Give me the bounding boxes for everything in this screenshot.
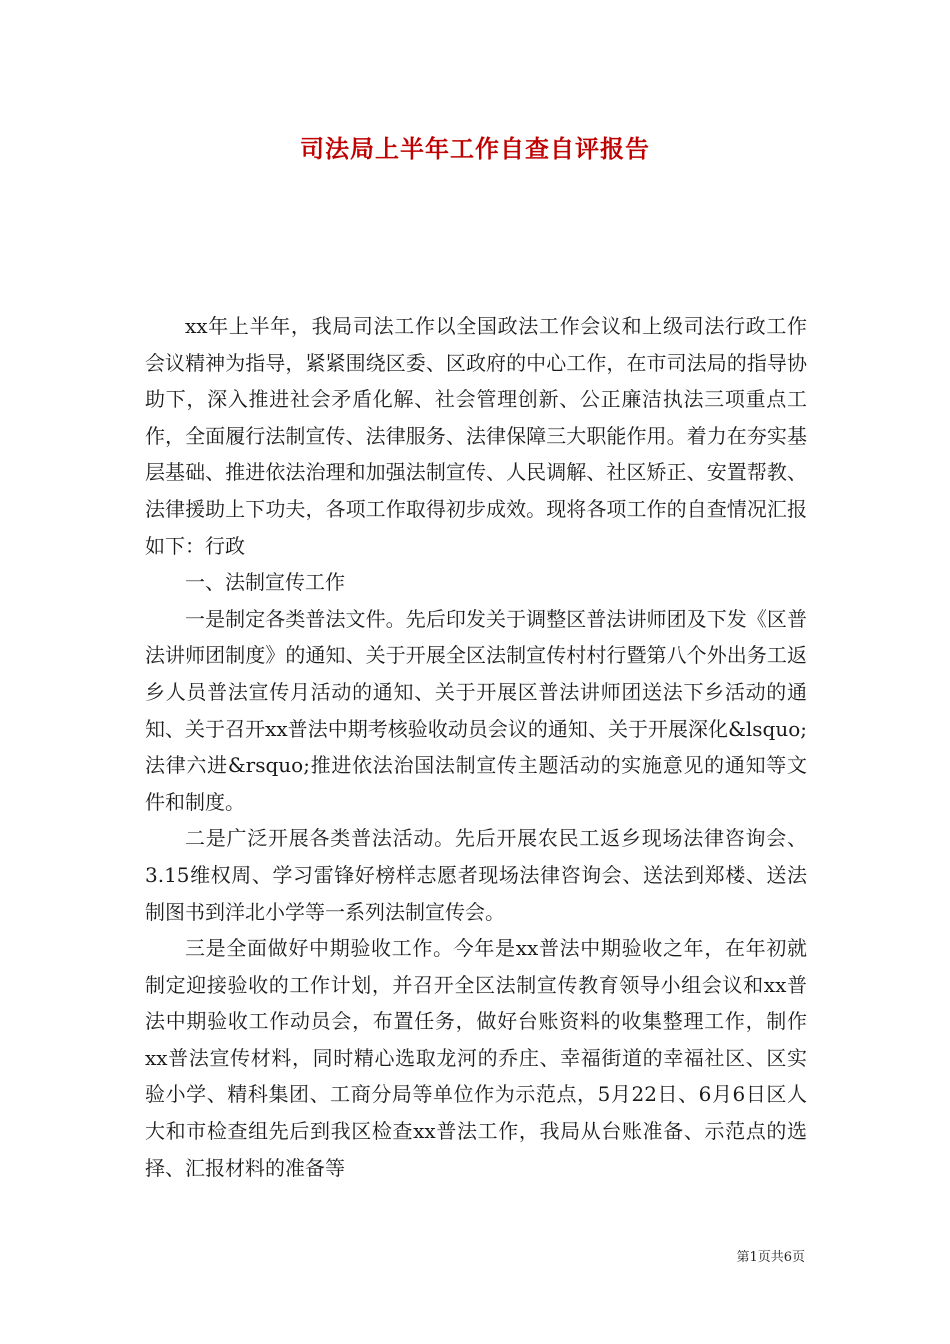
paragraph-intro: xx年上半年，我局司法工作以全国政法工作会议和上级司法行政工作会议精神为指导，紧紧围绕区委、区政府的中心工作，在市司法局的指导协助下，深入推进社会矛盾化解、社会管理创新、公正廉洁执法三项重点工作，全面履行法制宣传、法律服务、法律保障三大职能作用。着力在夯实基层基础、推进依法治理和加强法制宣传、人民调解、社区矫正、安置帮教、法律援助上下功夫，各项工作取得初步成效。现将各项工作的自查情况汇报如下：行政 xyxy=(145,314,807,558)
paragraph-item-2: 二是广泛开展各类普法活动。先后开展农民工返乡现场法律咨询会、3.15维权周、学习雷锋好榜样志愿者现场法律咨询会、送法到郑楼、送法制图书到洋北小学等一系列法制宣传会。 xyxy=(145,826,807,924)
document-title: 司法局上半年工作自查自评报告 xyxy=(300,134,650,163)
paragraph-item-3: 三是全面做好中期验收工作。今年是xx普法中期验收之年，在年初就制定迎接验收的工作计划，并召开全区法制宣传教育领导小组会议和xx普法中期验收工作动员会，布置任务，做好台账资料的收集整理工作，制作xx普法宣传材料，同时精心选取龙河的乔庄、幸福街道的幸福社区、区实验小学、精科集团、工商分局等单位作为示范点，5月22日、6月6日区人大和市检查组先后到我区检查xx普法工作，我局从台账准备、示范点的选择、汇报材料的准备等 xyxy=(145,936,807,1180)
section-heading-legal-publicity: 一、法制宣传工作 xyxy=(185,570,345,595)
document-body xyxy=(145,308,807,1186)
page-number-footer: 第1页共6页 xyxy=(736,1250,805,1265)
paragraph-item-1: 一是制定各类普法文件。先后印发关于调整区普法讲师团及下发《区普法讲师团制度》的通知、关于开展全区法制宣传村村行暨第八个外出务工返乡人员普法宣传月活动的通知、关于开展区普法讲师团送法下乡活动的通知、关于召开xx普法中期考核验收动员会议的通知、关于开展深化&lsquo;法律六进&rsquo;推进依法治国法制宣传主题活动的实施意见的通知等文件和制度。 xyxy=(145,606,807,814)
